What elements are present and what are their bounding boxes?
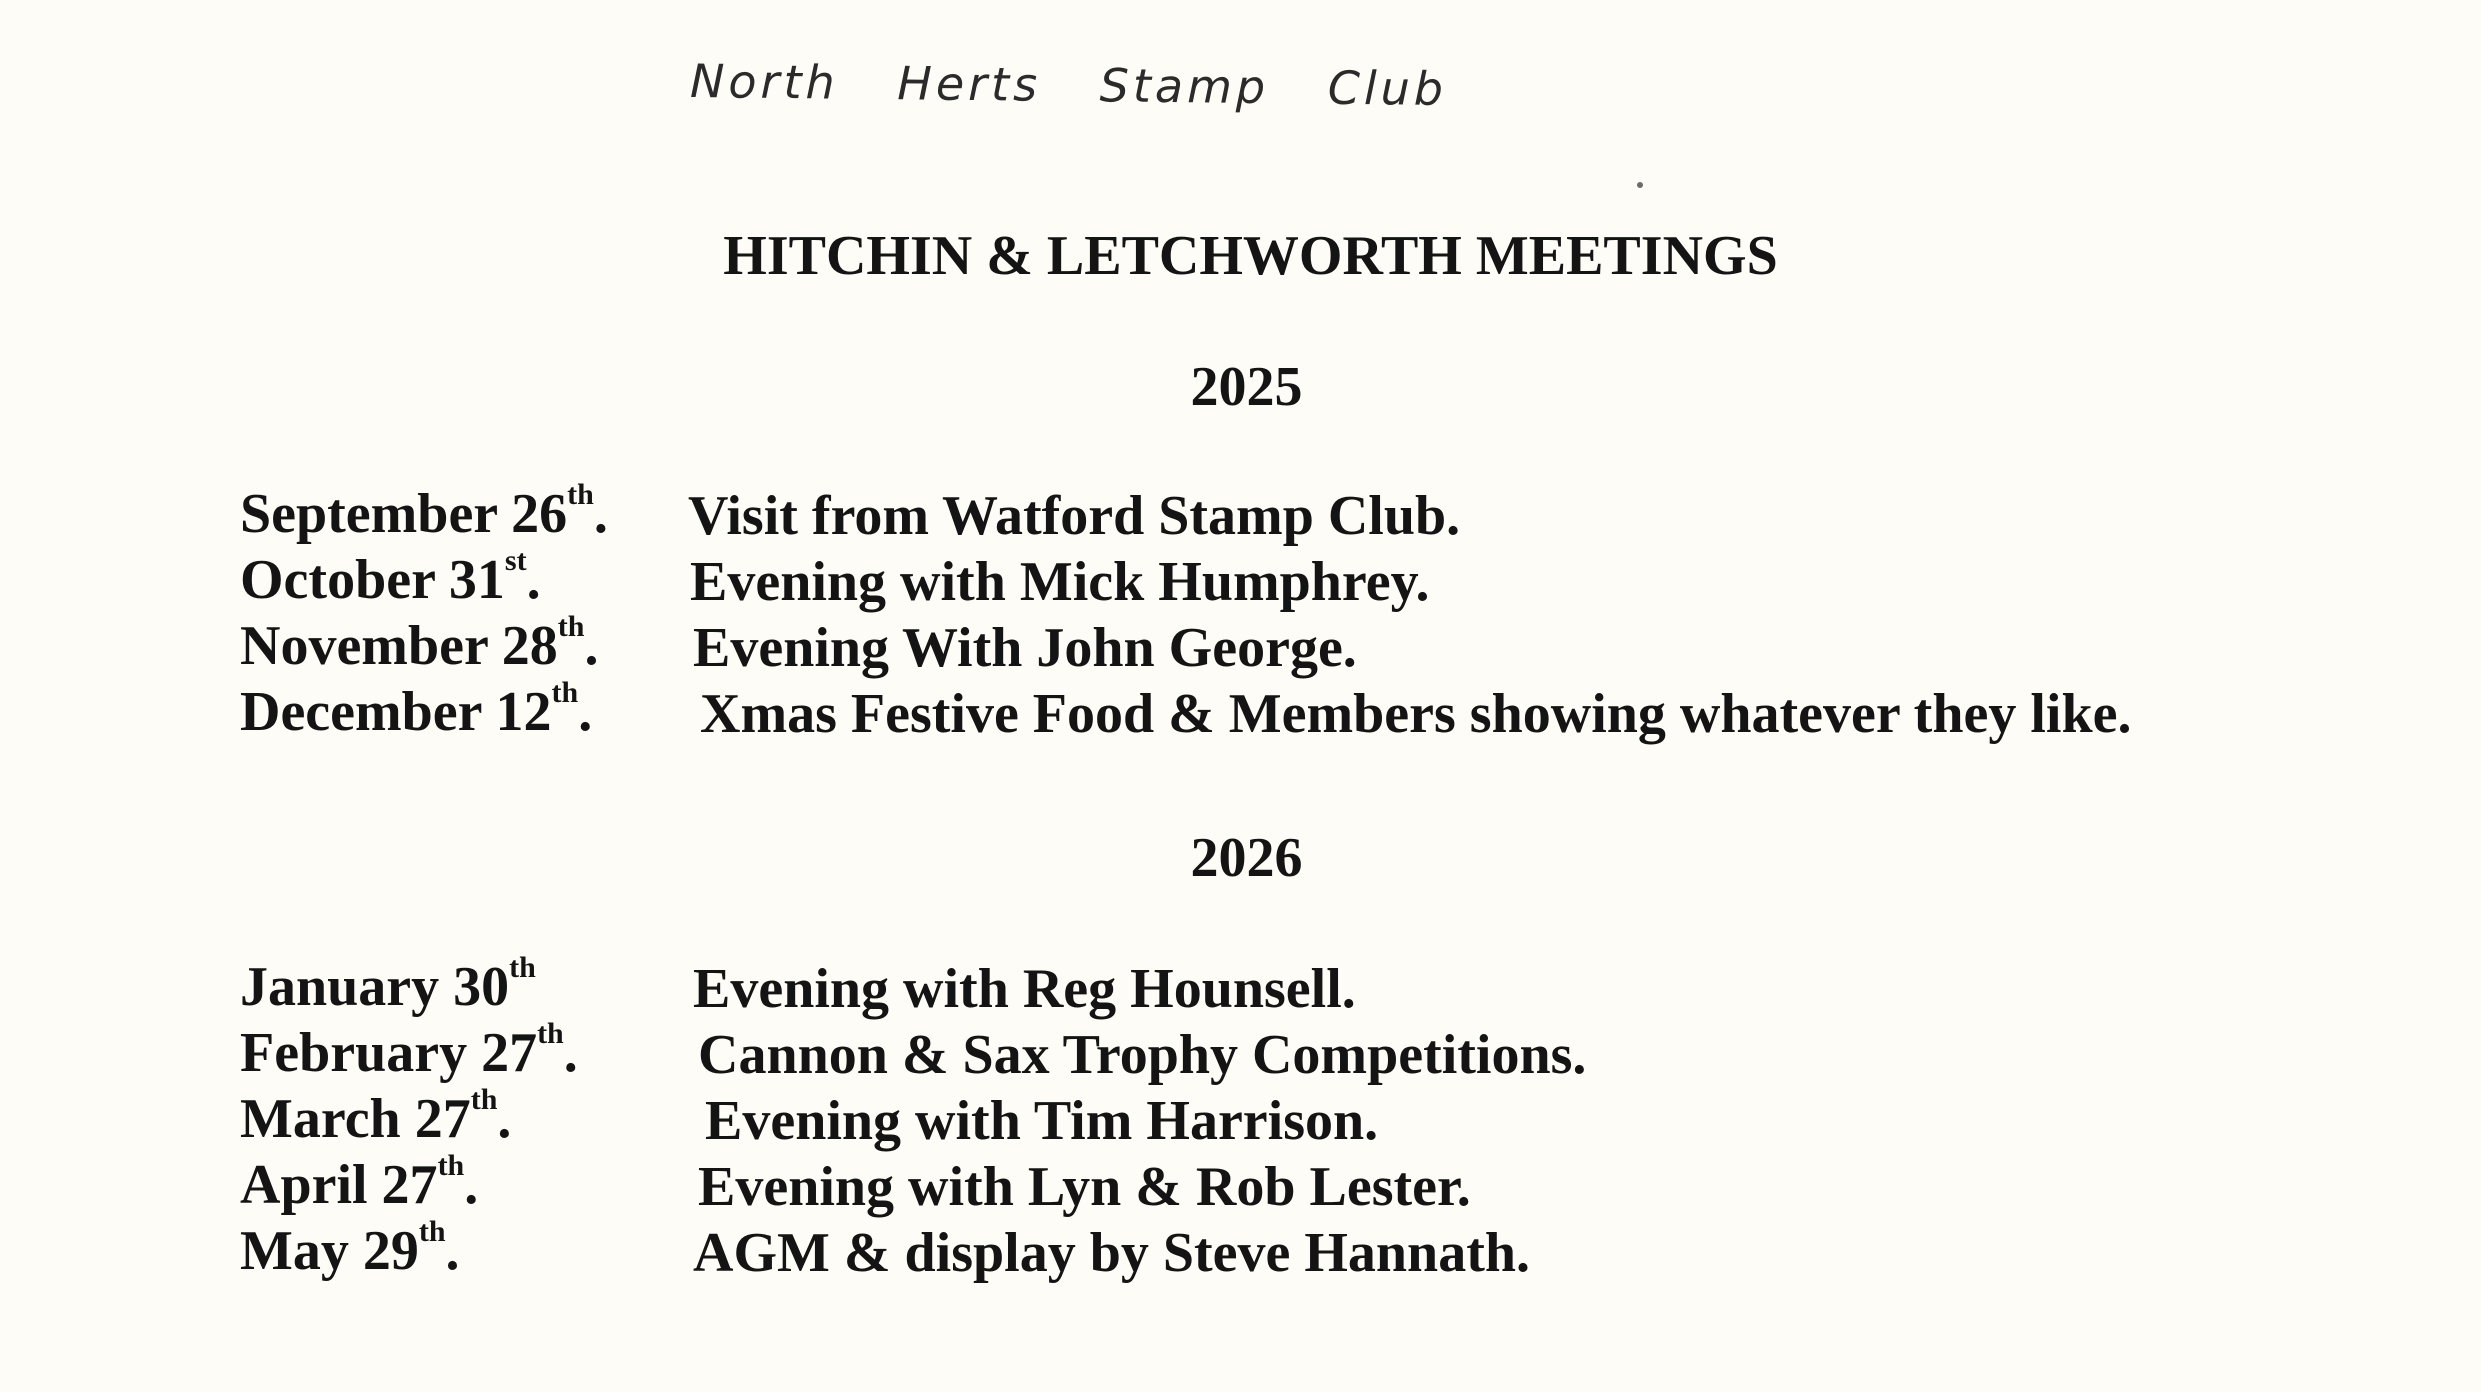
event-row — [240, 1017, 2340, 1087]
event-row — [240, 1149, 2340, 1219]
event-date: November 28th. — [240, 610, 599, 677]
event-row — [240, 951, 2340, 1021]
event-description: Evening with Tim Harrison. — [705, 1090, 1379, 1152]
event-row — [240, 610, 2340, 680]
event-description: Evening with Lyn & Rob Lester. — [698, 1156, 1471, 1218]
event-row — [240, 1215, 2340, 1285]
event-row — [240, 676, 2340, 746]
event-date: April 27th. — [240, 1149, 479, 1216]
event-date: May 29th. — [240, 1215, 460, 1282]
event-description: Visit from Watford Stamp Club. — [688, 485, 1461, 547]
event-description: AGM & display by Steve Hannath. — [693, 1222, 1530, 1284]
events-list-2026 — [240, 951, 2340, 1285]
event-row — [240, 478, 2340, 548]
event-description: Xmas Festive Food & Members showing whatever they like. — [700, 683, 2132, 745]
event-date: October 31st. — [240, 544, 541, 611]
event-row — [240, 544, 2340, 614]
event-date: March 27th. — [240, 1083, 512, 1150]
event-description: Evening with Mick Humphrey. — [690, 551, 1430, 613]
event-description: Evening With John George. — [693, 617, 1357, 679]
event-date: December 12th. — [240, 676, 593, 743]
year-heading-2025: 2025 — [1190, 356, 1303, 418]
events-list-2025 — [240, 478, 2340, 746]
event-date: February 27th. — [240, 1017, 578, 1084]
handwritten-club-name: North Herts Stamp Club — [689, 54, 1448, 116]
event-row — [240, 1083, 2340, 1153]
event-description: Evening with Reg Hounsell. — [693, 958, 1356, 1020]
paper-speck — [1637, 182, 1643, 188]
event-description: Cannon & Sax Trophy Competitions. — [698, 1024, 1587, 1086]
year-heading-2026: 2026 — [1190, 827, 1303, 889]
event-date: January 30th — [240, 951, 536, 1018]
event-date: September 26th. — [240, 478, 608, 545]
page-title: HITCHIN & LETCHWORTH MEETINGS — [723, 225, 1778, 287]
